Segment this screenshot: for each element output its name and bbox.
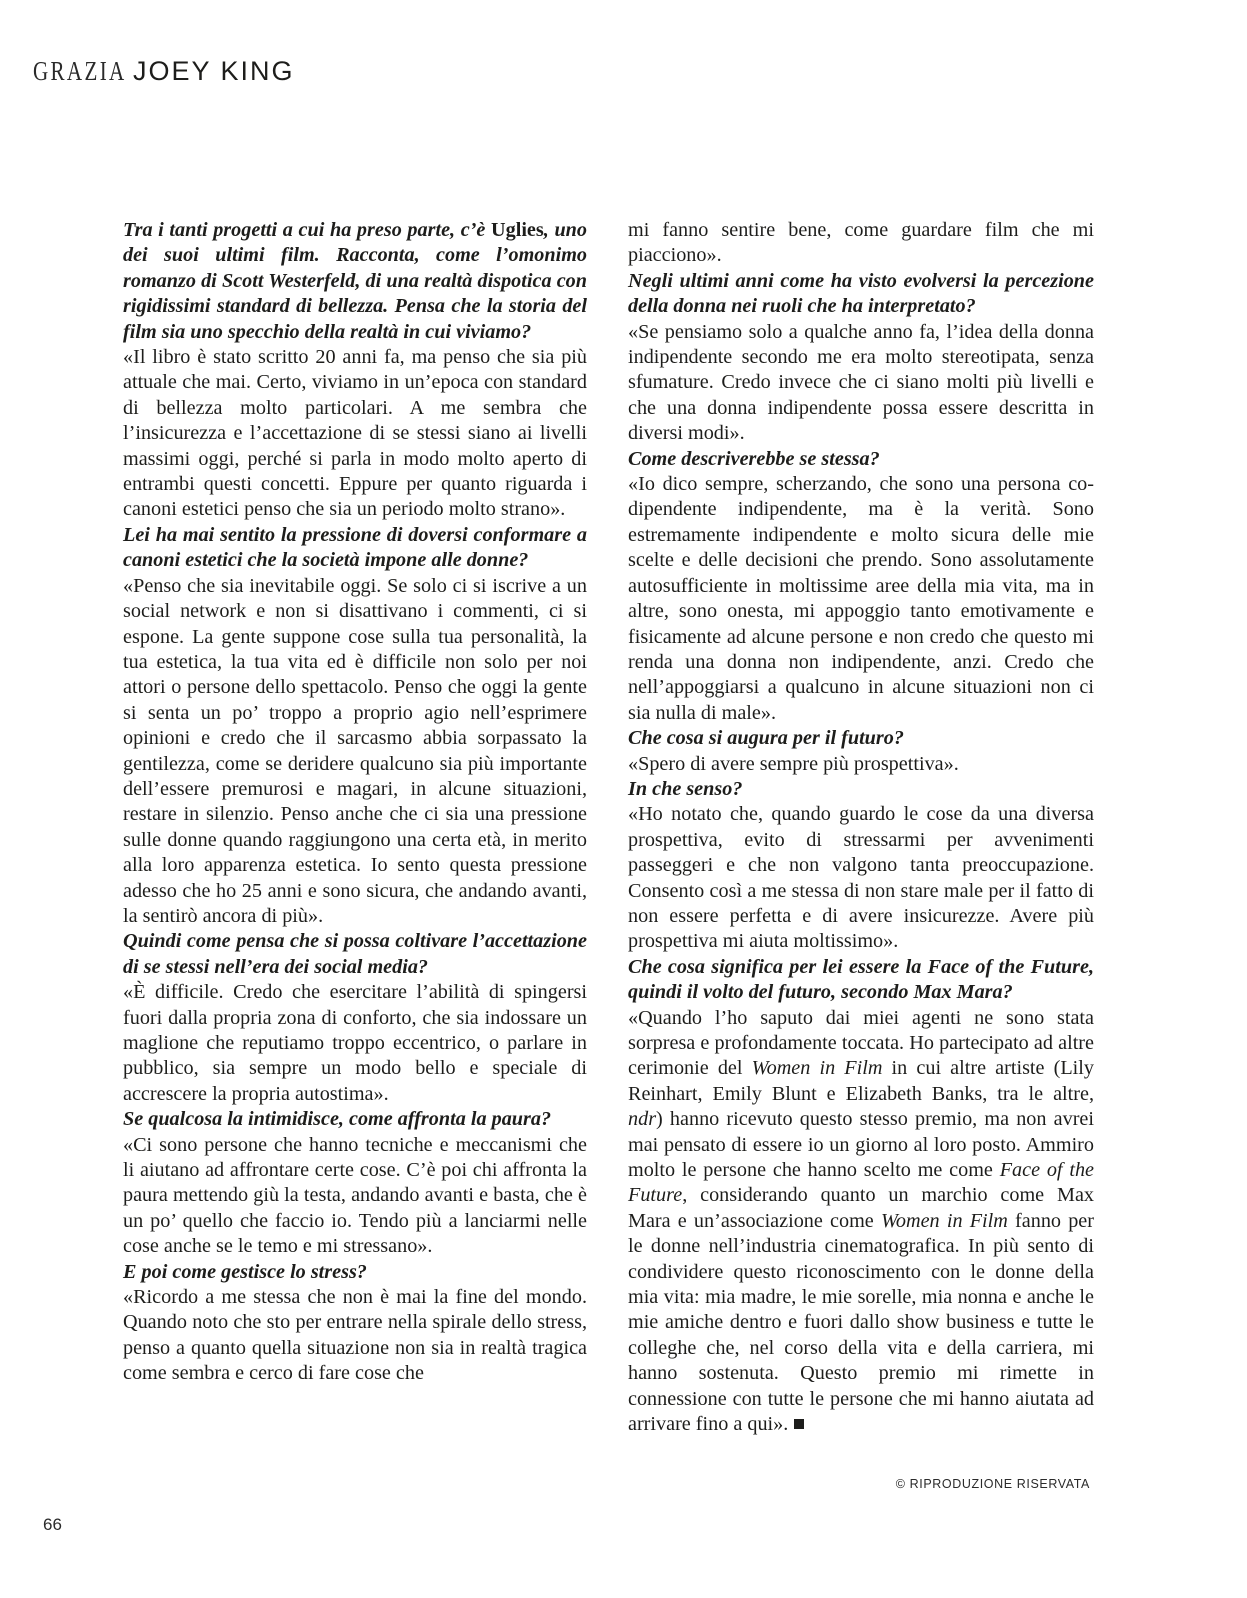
article-column-right xyxy=(628,218,1094,1438)
interview-answer: «Il libro è stato scritto 20 anni fa, ma penso che sia più attuale che mai. Certo, viviamo in un’epoca con standard di bellezza molto particolari. A me sembra che l’insicurezza e l’accettazione di se stessi siano ai livelli massimi oggi, perché si parla in modo molto aperto di entrambi questi concetti. Eppure per quanto riguarda i canoni estetici penso che sia un periodo molto strano». xyxy=(123,346,587,521)
interview-question: Come descriverebbe se stessa? xyxy=(628,447,880,470)
interview-answer: «Io dico sempre, scherzando, che sono una persona co-dipendente indipendente, ma è la verità. Sono estremamente indipendente e molto sicura delle mie scelte e delle decisioni che prendo. Sono assolutamente autosufficiente in moltissime aree della mia vita, ma in altre, sono onesta, mi appoggio tanto emotivamente e fisicamente ad alcune persone e non credo che questo mi renda una donna non indipendente, anzi. Credo che nell’appoggiarsi a qualcuno in alcune situazioni non ci sia nulla di male». xyxy=(628,473,1094,724)
interview-question: Che cosa significa per lei essere la Face of the Future, quindi il volto del futuro, secondo Max Mara? xyxy=(628,955,1094,1004)
italic-title: Face of the Future xyxy=(628,1159,1094,1207)
interview-answer: «È difficile. Credo che esercitare l’abilità di spingersi fuori dalla propria zona di conforto, che sia indossare un maglione che reputiamo troppo eccentrico, o parlare in pubblico, sia sempre un modo bello e speciale di accrescere la propria autostima». xyxy=(123,981,587,1105)
italic-abbrev: ndr xyxy=(628,1108,657,1131)
page-number: 66 xyxy=(43,1515,62,1534)
interview-question: Se qualcosa la intimidisce, come affronta la paura? xyxy=(123,1108,552,1131)
interview-answer: «Spero di avere sempre più prospettiva». xyxy=(628,752,959,775)
interview-answer: «Se pensiamo solo a qualche anno fa, l’idea della donna indipendente secondo me era molto stereotipata, senza sfumature. Credo invece che ci siano molti più livelli e che una donna indipendente possa essere descritta in diversi modi». xyxy=(628,320,1094,445)
interview-question: Tra i tanti progetti a cui ha preso parte, c’è Uglies, uno dei suoi ultimi film. Racconta, come l’omonimo romanzo di Scott Westerfeld, di una realtà dispotica con rigidissimi standard di bellezza. Pensa che la storia del film sia uno specchio della realtà in cui viviamo? xyxy=(123,219,587,343)
page-header xyxy=(33,56,295,87)
interview-question: Quindi come pensa che si possa coltivare l’accettazione di se stessi nell’era dei social media? xyxy=(123,930,587,978)
interview-question: E poi come gestisce lo stress? xyxy=(123,1260,367,1283)
end-of-article-square-icon xyxy=(794,1419,804,1429)
copyright-notice: © RIPRODUZIONE RISERVATA xyxy=(895,1477,1090,1491)
interview-answer-final: «Quando l’ho saputo dai miei agenti ne sono stata sorpresa e profondamente toccata. Ho partecipato ad altre cerimonie del Women in Film in cui altre artiste (Lily Reinhart, Emily Blunt e Elizabeth Banks, tra le altre, ndr) hanno ricevuto questo stesso premio, ma non avrei mai pensato di essere io un giorno al loro posto. Ammiro molto le persone che hanno scelto me come Face of the Future, considerando quanto un marchio come Max Mara e un’associazione come Women in Film fanno per le donne nell’industria cinematografica. In più sento di condividere questo riconoscimento con le donne della mia vita: mia madre, le mie sorelle, mia nonna e anche le mie amiche dentro e fuori dallo show business e tutte le colleghe che, nel corso della vita e della carriera, mi hanno sostenuta. Questo premio mi rimette in connessione con tutte le persone che mi hanno aiutata ad arrivare fino a qui». xyxy=(628,1006,1094,1436)
interview-question: Che cosa si augura per il futuro? xyxy=(628,727,904,750)
article-column-left xyxy=(123,218,587,1387)
film-title: Uglies xyxy=(491,219,544,241)
interview-answer: «Ci sono persone che hanno tecniche e meccanismi che li aiutano ad affrontare certe cose. C’è poi chi affronta la paura mettendo giù la testa, andando avanti e basta, che è un po’ quello che faccio io. Tendo più a lanciarmi nelle cose anche se le temo e mi stressano». xyxy=(123,1133,587,1258)
interview-answer: mi fanno sentire bene, come guardare film che mi piacciono». xyxy=(628,219,1094,267)
interview-answer: «Ricordo a me stessa che non è mai la fine del mondo. Quando noto che sto per entrare nella spirale dello stress, penso a quanto quella situazione non sia in realtà tragica come sembra e cerco di fare cose che xyxy=(123,1286,587,1385)
article-subject-title: JOEY KING xyxy=(133,56,295,86)
interview-question: Lei ha mai sentito la pressione di doversi conformare a canoni estetici che la società impone alle donne? xyxy=(123,523,587,572)
interview-question: Negli ultimi anni come ha visto evolversi la percezione della donna nei ruoli che ha interpretato? xyxy=(628,269,1094,318)
interview-question: In che senso? xyxy=(628,777,743,800)
italic-title: Women in Film xyxy=(880,1209,1008,1232)
interview-answer: «Ho notato che, quando guardo le cose da una diversa prospettiva, evito di stressarmi per avvenimenti passeggeri e che non valgono tanta preoccupazione. Consento così a me stessa di non stare male per il fatto di non essere perfetta e di avere insicurezze. Avere più prospettiva mi aiuta moltissimo». xyxy=(628,803,1094,953)
interview-answer: «Penso che sia inevitabile oggi. Se solo ci si iscrive a un social network e non si disattivano i commenti, ci si espone. La gente suppone cose sulla tua personalità, la tua estetica, la tua vita ed è difficile non solo per noi attori o persone dello spettacolo. Penso che oggi la gente si senta un po’ troppo a proprio agio nell’esprimere opinioni e credo che il sarcasmo abbia sorpassato la gentilezza, come se deridere qualcuno sia più importante dell’essere premurosi e magari, in alcune situazioni, restare in silenzio. Penso anche che ci sia una pressione sulle donne quando raggiungono una certa età, in merito alla loro apparenza estetica. Io sento questa pressione adesso che ho 25 anni e sono sicura, che andando avanti, la sentirò ancora di più». xyxy=(123,574,587,927)
italic-title: Women in Film xyxy=(751,1057,883,1080)
magazine-logo: GRAZIA xyxy=(33,56,127,86)
